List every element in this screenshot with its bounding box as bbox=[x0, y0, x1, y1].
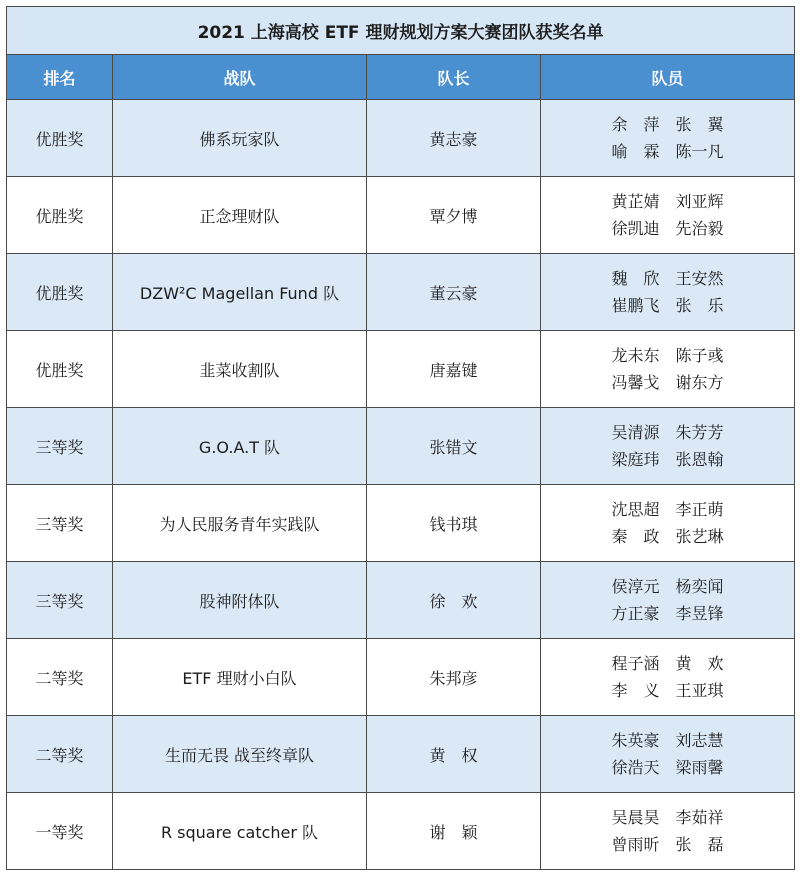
member-line: 徐浩天 梁雨馨 bbox=[611, 758, 724, 777]
team-cell: 韭菜收割队 bbox=[113, 331, 367, 408]
member-line: 冯馨戈 谢东方 bbox=[611, 373, 724, 392]
rank-cell: 优胜奖 bbox=[7, 254, 113, 331]
captain-cell: 朱邦彦 bbox=[367, 639, 541, 716]
header-rank: 排名 bbox=[7, 55, 113, 100]
table-row bbox=[7, 100, 795, 177]
member-line: 沈思超 李正萌 bbox=[611, 500, 724, 519]
table-row bbox=[7, 562, 795, 639]
team-cell: 股神附体队 bbox=[113, 562, 367, 639]
member-line: 余 萍 张 翼 bbox=[611, 115, 724, 134]
members-list bbox=[541, 573, 794, 627]
member-line: 喻 霖 陈一凡 bbox=[611, 142, 724, 161]
rank-cell: 三等奖 bbox=[7, 408, 113, 485]
table-row bbox=[7, 331, 795, 408]
rank-cell: 优胜奖 bbox=[7, 177, 113, 254]
rank-cell: 二等奖 bbox=[7, 716, 113, 793]
member-line: 曾雨昕 张 磊 bbox=[611, 835, 724, 854]
member-line: 崔鹏飞 张 乐 bbox=[611, 296, 724, 315]
members-cell bbox=[541, 100, 795, 177]
header-team: 战队 bbox=[113, 55, 367, 100]
members-cell bbox=[541, 331, 795, 408]
team-cell: DZW²C Magellan Fund 队 bbox=[113, 254, 367, 331]
team-cell: R square catcher 队 bbox=[113, 793, 367, 870]
team-cell: 生而无畏 战至终章队 bbox=[113, 716, 367, 793]
member-line: 梁庭玮 张恩翰 bbox=[611, 450, 724, 469]
team-cell: 正念理财队 bbox=[113, 177, 367, 254]
members-list bbox=[541, 419, 794, 473]
members-cell bbox=[541, 254, 795, 331]
captain-cell: 黄 权 bbox=[367, 716, 541, 793]
rank-cell: 优胜奖 bbox=[7, 331, 113, 408]
rank-cell: 三等奖 bbox=[7, 562, 113, 639]
member-line: 魏 欣 王安然 bbox=[611, 269, 724, 288]
rank-cell: 优胜奖 bbox=[7, 100, 113, 177]
members-list bbox=[541, 342, 794, 396]
members-list bbox=[541, 727, 794, 781]
team-cell: G.O.A.T 队 bbox=[113, 408, 367, 485]
team-cell: ETF 理财小白队 bbox=[113, 639, 367, 716]
members-cell bbox=[541, 177, 795, 254]
members-list bbox=[541, 265, 794, 319]
captain-cell: 谢 颖 bbox=[367, 793, 541, 870]
member-line: 龙未东 陈子彧 bbox=[611, 346, 724, 365]
member-line: 朱英豪 刘志慧 bbox=[611, 731, 724, 750]
captain-cell: 钱书琪 bbox=[367, 485, 541, 562]
member-line: 徐凯迪 先治毅 bbox=[611, 219, 724, 238]
captain-cell: 黄志豪 bbox=[367, 100, 541, 177]
header-members: 队员 bbox=[541, 55, 795, 100]
team-cell: 为人民服务青年实践队 bbox=[113, 485, 367, 562]
table-row bbox=[7, 716, 795, 793]
table-row bbox=[7, 485, 795, 562]
member-line: 黄芷婧 刘亚辉 bbox=[611, 192, 724, 211]
member-line: 程子涵 黄 欢 bbox=[611, 654, 724, 673]
member-line: 吴晨昊 李茹祥 bbox=[611, 808, 724, 827]
members-cell bbox=[541, 716, 795, 793]
member-line: 吴清源 朱芳芳 bbox=[611, 423, 724, 442]
team-cell: 佛系玩家队 bbox=[113, 100, 367, 177]
header-captain: 队长 bbox=[367, 55, 541, 100]
table-title: 2021 上海高校 ETF 理财规划方案大赛团队获奖名单 bbox=[7, 7, 795, 55]
member-line: 方正豪 李昱锋 bbox=[611, 604, 724, 623]
members-cell bbox=[541, 562, 795, 639]
captain-cell: 张错文 bbox=[367, 408, 541, 485]
members-cell bbox=[541, 639, 795, 716]
header-row bbox=[7, 55, 795, 100]
table-row bbox=[7, 408, 795, 485]
members-cell bbox=[541, 485, 795, 562]
table-row bbox=[7, 793, 795, 870]
members-list bbox=[541, 111, 794, 165]
member-line: 李 义 王亚琪 bbox=[611, 681, 724, 700]
captain-cell: 董云豪 bbox=[367, 254, 541, 331]
rank-cell: 二等奖 bbox=[7, 639, 113, 716]
members-cell bbox=[541, 408, 795, 485]
member-line: 秦 政 张艺琳 bbox=[611, 527, 724, 546]
members-list bbox=[541, 804, 794, 858]
award-table bbox=[6, 6, 795, 870]
captain-cell: 唐嘉键 bbox=[367, 331, 541, 408]
rank-cell: 一等奖 bbox=[7, 793, 113, 870]
members-list bbox=[541, 188, 794, 242]
member-line: 侯淳元 杨奕闻 bbox=[611, 577, 724, 596]
table-row bbox=[7, 177, 795, 254]
table-row bbox=[7, 639, 795, 716]
members-list bbox=[541, 650, 794, 704]
captain-cell: 徐 欢 bbox=[367, 562, 541, 639]
members-cell bbox=[541, 793, 795, 870]
title-row bbox=[7, 7, 795, 55]
members-list bbox=[541, 496, 794, 550]
table-row bbox=[7, 254, 795, 331]
rank-cell: 三等奖 bbox=[7, 485, 113, 562]
captain-cell: 覃夕博 bbox=[367, 177, 541, 254]
